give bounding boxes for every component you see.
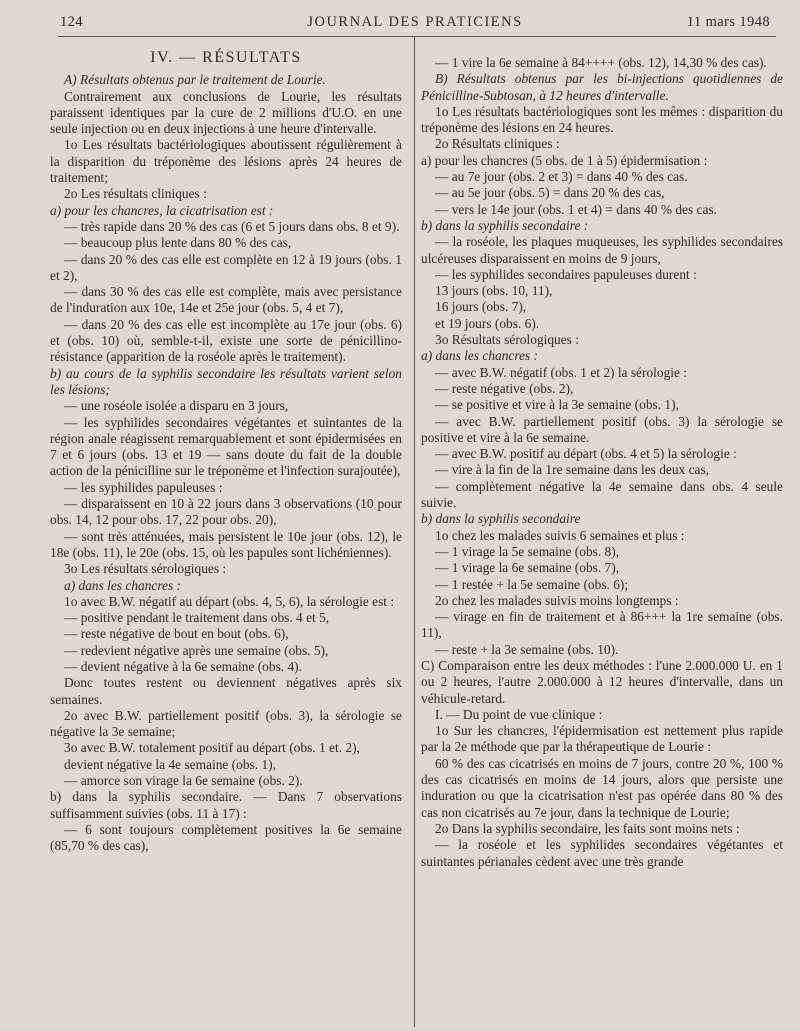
left-column — [50, 50, 402, 855]
header-rule — [58, 36, 776, 37]
page-header — [60, 14, 770, 36]
left-column-paragraph: 2o avec B.W. partiellement positif (obs. 3), la sérologie se négative la 3e semaine; — [50, 707, 402, 740]
left-column-paragraph: — dans 20 % des cas elle est complète en 12 à 19 jours (obs. 1 et 2), — [50, 251, 402, 283]
left-column-paragraph: Contrairement aux conclusions de Lourie, les résultats paraissent identiques par la cure de 2 millions d'U.O. en une seule injection ou en deux injections à une heure d'intervalle. — [50, 88, 402, 137]
left-column-paragraph: a) pour les chancres, la cicatrisation est : — [50, 202, 274, 218]
column-divider — [414, 37, 415, 1027]
right-column-paragraph: 13 jours (obs. 10, 11), — [435, 283, 553, 299]
right-column-paragraph: 1o chez les malades suivis 6 semaines et plus : — [435, 527, 685, 543]
right-column-paragraph: — avec B.W. négatif (obs. 1 et 2) la sérologie : — [435, 364, 687, 380]
left-column-paragraph: — devient négative à la 6e semaine (obs. 4). — [64, 658, 302, 674]
page-number: 124 — [60, 14, 83, 30]
left-column-paragraph: — une roséole isolée a disparu en 3 jours, — [64, 398, 289, 414]
left-column-paragraph: 1o avec B.W. négatif au départ (obs. 4, 5, 6), la sérologie est : — [64, 593, 395, 609]
right-column-paragraph: — au 7e jour (obs. 2 et 3) = dans 40 % des cas. — [435, 169, 688, 185]
right-column-paragraph: 60 % des cas cicatrisés en moins de 7 jours, contre 20 %, 100 % des cas cicatrisés en moins de 14 jours, alors que persiste une induration ou que la cicatrisation n'est pas opérée dans 80 % des cas non cicatrisés au 7e jour, dans la technique de Lourie; — [421, 755, 783, 820]
right-column-paragraph: 1o Les résultats bactériologiques sont les mêmes : disparition du tréponème des lésions en 24 heures. — [421, 103, 783, 136]
right-column-paragraph: — se positive et vire à la 3e semaine (obs. 1), — [435, 397, 679, 413]
left-column-paragraph: — disparaissent en 10 à 22 jours dans 3 observations (10 pour obs. 14, 12 pour obs. 17, 22 pour obs. 20), — [50, 496, 402, 528]
right-column-paragraph: a) pour les chancres (5 obs. de 1 à 5) épidermisation : — [421, 152, 708, 168]
issue-date: 11 mars 1948 — [686, 14, 770, 30]
right-column-paragraph: — la roséole, les plaques muqueuses, les syphilides secondaires ulcéreuses disparaissent en moins de 9 jours, — [421, 234, 783, 266]
right-column-paragraph: b) dans la syphilis secondaire : — [421, 217, 589, 233]
left-column-paragraph: 1o Les résultats bactériologiques aboutissent régulièrement à la disparition du tréponème des lésions après 24 heures de traitement; — [50, 137, 402, 186]
left-column-paragraph: devient négative la 4e semaine (obs. 1), — [64, 756, 276, 772]
right-column-paragraph: 3o Résultats sérologiques : — [435, 332, 579, 348]
right-column-paragraph: B) Résultats obtenus par les bi-injections quotidiennes de Pénicilline-Subtosan, à 12 heures d'intervalle. — [421, 71, 783, 103]
left-column-paragraph: b) au cours de la syphilis secondaire les résultats varient selon les lésions; — [50, 365, 402, 397]
right-column — [421, 55, 783, 870]
left-column-paragraph: — amorce son virage la 6e semaine (obs. 2). — [64, 773, 303, 789]
left-column-paragraph: — reste négative de bout en bout (obs. 6), — [64, 626, 289, 642]
left-column-paragraph: — très rapide dans 20 % des cas (6 et 5 jours dans obs. 8 et 9). — [64, 218, 400, 234]
journal-title: JOURNAL DES PRATICIENS — [307, 14, 523, 30]
left-column-paragraph: — beaucoup plus lente dans 80 % des cas, — [64, 235, 292, 251]
right-column-paragraph: 2o Dans la syphilis secondaire, les faits sont moins nets : — [435, 820, 740, 836]
right-column-paragraph: C) Comparaison entre les deux méthodes : l'une 2.000.000 U. en 1 ou 2 heures, l'autre 2.000.000 à 12 heures d'intervalle, dans un véhicule-retard. — [421, 657, 783, 706]
right-column-paragraph: — reste négative (obs. 2), — [435, 380, 574, 396]
right-column-paragraph: — 1 restée + la 5e semaine (obs. 6); — [435, 576, 629, 592]
left-column-paragraph: IV. — RÉSULTATS — [150, 49, 302, 66]
right-column-paragraph: — 1 virage la 5e semaine (obs. 8), — [435, 543, 620, 559]
right-column-paragraph: 2o Résultats cliniques : — [435, 136, 560, 152]
right-column-paragraph: — les syphilides secondaires papuleuses durent : — [435, 266, 697, 282]
right-column-paragraph: — avec B.W. partiellement positif (obs. 3) la sérologie se positive et vire à la 6e semaine. — [421, 413, 783, 445]
right-column-paragraph: — au 5e jour (obs. 5) = dans 20 % des cas, — [435, 185, 665, 201]
right-column-paragraph: 16 jours (obs. 7), — [435, 299, 527, 315]
right-column-paragraph: — 1 virage la 6e semaine (obs. 7), — [435, 560, 620, 576]
right-column-paragraph: — reste + la 3e semaine (obs. 10). — [435, 641, 619, 657]
left-column-paragraph: — 6 sont toujours complètement positives la 6e semaine (85,70 % des cas), — [50, 821, 402, 854]
left-column-paragraph: 3o avec B.W. totalement positif au départ (obs. 1 et. 2), — [64, 740, 360, 756]
left-column-paragraph: — positive pendant le traitement dans obs. 4 et 5, — [64, 610, 330, 626]
left-column-paragraph: Donc toutes restent ou deviennent négatives après six semaines. — [50, 675, 402, 707]
left-column-paragraph: — redevient négative après une semaine (obs. 5), — [64, 642, 329, 658]
right-column-paragraph: — vers le 14e jour (obs. 1 et 4) = dans 40 % des cas. — [435, 201, 717, 217]
left-column-paragraph: a) dans les chancres : — [64, 577, 182, 593]
left-column-paragraph: A) Résultats obtenus par le traitement de Lourie. — [64, 72, 326, 88]
right-column-paragraph: — vire à la fin de la 1re semaine dans les deux cas, — [435, 462, 710, 478]
right-column-paragraph: a) dans les chancres : — [421, 348, 539, 364]
right-column-paragraph: 1o Sur les chancres, l'épidermisation est nettement plus rapide par la 2e méthode que par la thérapeutique de Lourie : — [421, 723, 783, 755]
right-column-paragraph: I. — Du point de vue clinique : — [435, 706, 603, 722]
left-column-paragraph: 3o Les résultats sérologiques : — [64, 561, 227, 577]
left-column-paragraph: — les syphilides papuleuses : — [64, 479, 223, 495]
left-column-paragraph: — dans 20 % des cas elle est incomplète au 17e jour (obs. 6) et (obs. 10) où, semble-t-il, existe une sorte de pénicillino-résistance (apparition de la roséole après le traitement). — [50, 316, 402, 365]
left-column-paragraph: — les syphilides secondaires végétantes et suintantes de la région anale réagissent remarquablement et sont épidermisées en 7 et 6 jours (obs. 13 et 19 — sans doute du fait de la double action de la pénicilline sur le tréponème et l'infection surajoutée), — [50, 414, 402, 479]
right-column-paragraph: b) dans la syphilis secondaire — [421, 511, 581, 527]
right-column-paragraph: — complètement négative la 4e semaine dans obs. 4 seule suivie. — [421, 478, 783, 511]
left-column-paragraph: — dans 30 % des cas elle est complète, mais avec persistance de l'induration aux 10e, 14e et 25e jour (obs. 5, 4 et 7), — [50, 284, 402, 316]
right-column-paragraph: — virage en fin de traitement et à 86+++ la 1re semaine (obs. 11), — [421, 609, 783, 641]
right-column-paragraph: — avec B.W. positif au départ (obs. 4 et 5) la sérologie : — [435, 446, 737, 462]
left-column-paragraph: 2o Les résultats cliniques : — [64, 186, 207, 202]
right-column-paragraph: 2o chez les malades suivis moins longtemps : — [435, 592, 679, 608]
left-column-paragraph: — sont très atténuées, mais persistent le 10e jour (obs. 12), le 18e (obs. 11), le 20e (obs. 15, où les papules sont lichéniennes). — [50, 528, 402, 560]
left-column-paragraph: b) dans la syphilis secondaire. — Dans 7 observations suffisamment suivies (obs. 11 à 17) : — [50, 789, 402, 821]
right-column-paragraph: — 1 vire la 6e semaine à 84++++ (obs. 12), 14,30 % des cas). — [435, 55, 767, 70]
right-column-paragraph: — la roséole et les syphilides secondaires végétantes et suintantes périanales cèdent avec une très grande — [421, 837, 783, 869]
right-column-paragraph: et 19 jours (obs. 6). — [435, 315, 540, 331]
